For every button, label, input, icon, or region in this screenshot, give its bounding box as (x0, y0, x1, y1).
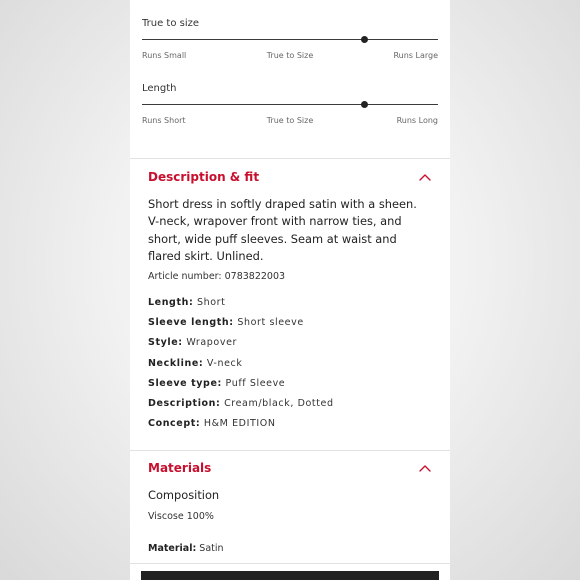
fit-scale-indicator (361, 101, 368, 108)
attribute-value: Cream/black, Dotted (224, 398, 334, 409)
fit-scale-indicator (361, 36, 368, 43)
attribute-value: Wrapover (186, 337, 238, 348)
attribute-key: Concept: (148, 418, 201, 429)
attribute-value: V-neck (206, 358, 243, 369)
fit-label-true-to-size: True to Size (266, 51, 314, 60)
attribute-value: Short sleeve (237, 317, 304, 328)
attribute-value: H&M EDITION (203, 418, 276, 429)
attribute-key: Length: (148, 297, 194, 308)
attribute-key: Description: (148, 398, 221, 409)
chevron-up-icon[interactable] (418, 463, 432, 473)
description-text: Short dress in softly draped satin with a sheen. V-neck, wrapover front with narrow ties, and short, wide puff sleeves. Seam at waist and flared skirt. Unlined. (148, 197, 417, 263)
add-to-bag-bar[interactable] (141, 571, 439, 580)
attribute-key: Neckline: (148, 358, 204, 369)
attribute-row (148, 418, 276, 429)
fit-label-runs-small: Runs Small (142, 51, 187, 60)
fit-scale-labels (142, 116, 438, 128)
materials-heading[interactable]: Materials (148, 461, 212, 475)
attribute-value: Short (197, 297, 226, 308)
fit-scale-title: Length (142, 83, 177, 94)
description-fit-heading[interactable]: Description & fit (148, 170, 260, 184)
fit-scale-track (142, 104, 438, 105)
fit-scale-title: True to size (142, 18, 200, 29)
attribute-key: Style: (148, 337, 183, 348)
attribute-key: Sleeve type: (148, 378, 222, 389)
attribute-row (148, 378, 285, 389)
material-row (148, 543, 224, 554)
material-value: Satin (199, 543, 224, 554)
chevron-up-icon[interactable] (418, 172, 432, 182)
article-number: Article number: 0783822003 (148, 271, 286, 282)
fit-scale-track (142, 39, 438, 40)
fit-label-runs-long: Runs Long (396, 116, 438, 125)
attribute-key: Sleeve length: (148, 317, 234, 328)
section-divider (130, 450, 450, 451)
fit-label-true-to-size: True to Size (266, 116, 314, 125)
attribute-row (148, 398, 334, 409)
section-divider (130, 563, 450, 564)
composition-heading: Composition (148, 488, 220, 502)
attribute-row (148, 297, 226, 308)
composition-value: Viscose 100% (148, 511, 214, 522)
attribute-row (148, 358, 242, 369)
attribute-row (148, 317, 304, 328)
fit-label-runs-large: Runs Large (393, 51, 438, 60)
attribute-value: Puff Sleeve (225, 378, 286, 389)
product-details-panel (130, 0, 450, 580)
fit-scale-labels (142, 51, 438, 63)
material-key: Material: (148, 543, 197, 554)
fit-label-runs-short: Runs Short (142, 116, 186, 125)
attribute-row (148, 337, 237, 348)
section-divider (130, 158, 450, 159)
